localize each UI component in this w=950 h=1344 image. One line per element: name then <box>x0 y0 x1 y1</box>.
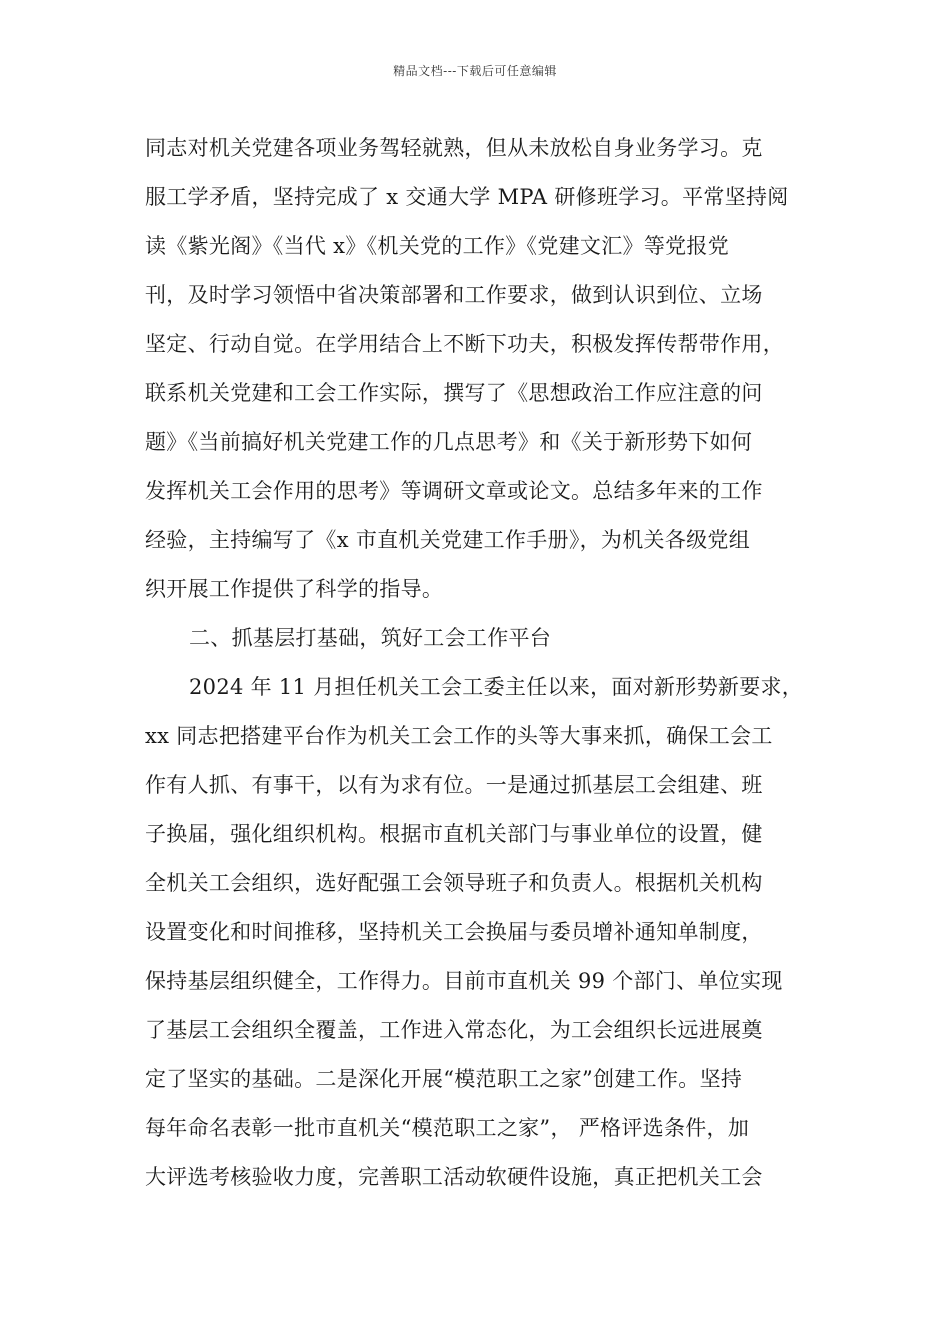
text-line: 大评选考核验收力度，完善职工活动软硬件设施，真正把机关工会 <box>145 1165 763 1189</box>
text-line: 全机关工会组织，选好配强工会领导班子和负责人。根据机关机构 <box>145 871 763 895</box>
section-heading: 二、抓基层打基础，筑好工会工作平台 <box>189 626 552 650</box>
paragraph-2 <box>145 663 825 1202</box>
text-line: 了基层工会组织全覆盖，工作进入常态化，为工会组织长远进展奠 <box>145 1018 763 1042</box>
text-line: 读《紫光阁》《当代 x》《机关党的工作》《党建文汇》等党报党 <box>145 234 730 258</box>
text-line: 保持基层组织健全，工作得力。目前市直机关 99 个部门、单位实现 <box>145 969 783 993</box>
text-line: xx 同志把搭建平台作为机关工会工作的头等大事来抓，确保工会工 <box>145 724 773 748</box>
text-line: 子换届，强化组织机构。根据市直机关部门与事业单位的设置，健 <box>145 822 763 846</box>
text-line: 联系机关党建和工会工作实际，撰写了《思想政治工作应注意的问 <box>145 381 763 405</box>
text-line: 织开展工作提供了科学的指导。 <box>145 577 444 601</box>
text-line: 设置变化和时间推移，坚持机关工会换届与委员增补通知单制度， <box>145 920 763 944</box>
text-line: 发挥机关工会作用的思考》等调研文章或论文。总结多年来的工作 <box>145 479 763 503</box>
text-line: 作有人抓、有事干，以有为求有位。一是通过抓基层工会组建、班 <box>145 773 763 797</box>
text-line: 服工学矛盾，坚持完成了 x 交通大学 MPA 研修班学习。平常坚持阅 <box>145 185 789 209</box>
text-line: 经验，主持编写了《x 市直机关党建工作手册》，为机关各级党组 <box>145 528 751 552</box>
text-line: 定了坚实的基础。二是深化开展“模范职工之家”创建工作。坚持 <box>145 1067 743 1091</box>
text-line: 坚定、行动自觉。在学用结合上不断下功夫，积极发挥传帮带作用， <box>145 332 784 356</box>
paragraph-1 <box>145 124 825 614</box>
document-body <box>145 124 825 1202</box>
text-line: 同志对机关党建各项业务驾轻就熟，但从未放松自身业务学习。克 <box>145 136 763 160</box>
text-line: 刊，及时学习领悟中省决策部署和工作要求，做到认识到位、立场 <box>145 283 763 307</box>
text-line: 2024 年 11 月担任机关工会工委主任以来，面对新形势新要求， <box>189 675 804 699</box>
text-line: 每年命名表彰一批市直机关“模范职工之家”， 严格评选条件，加 <box>145 1116 750 1140</box>
page-header: 精品文档---下载后可任意编辑 <box>393 64 557 78</box>
text-line: 题》《当前搞好机关党建工作的几点思考》和《关于新形势下如何 <box>145 430 753 454</box>
